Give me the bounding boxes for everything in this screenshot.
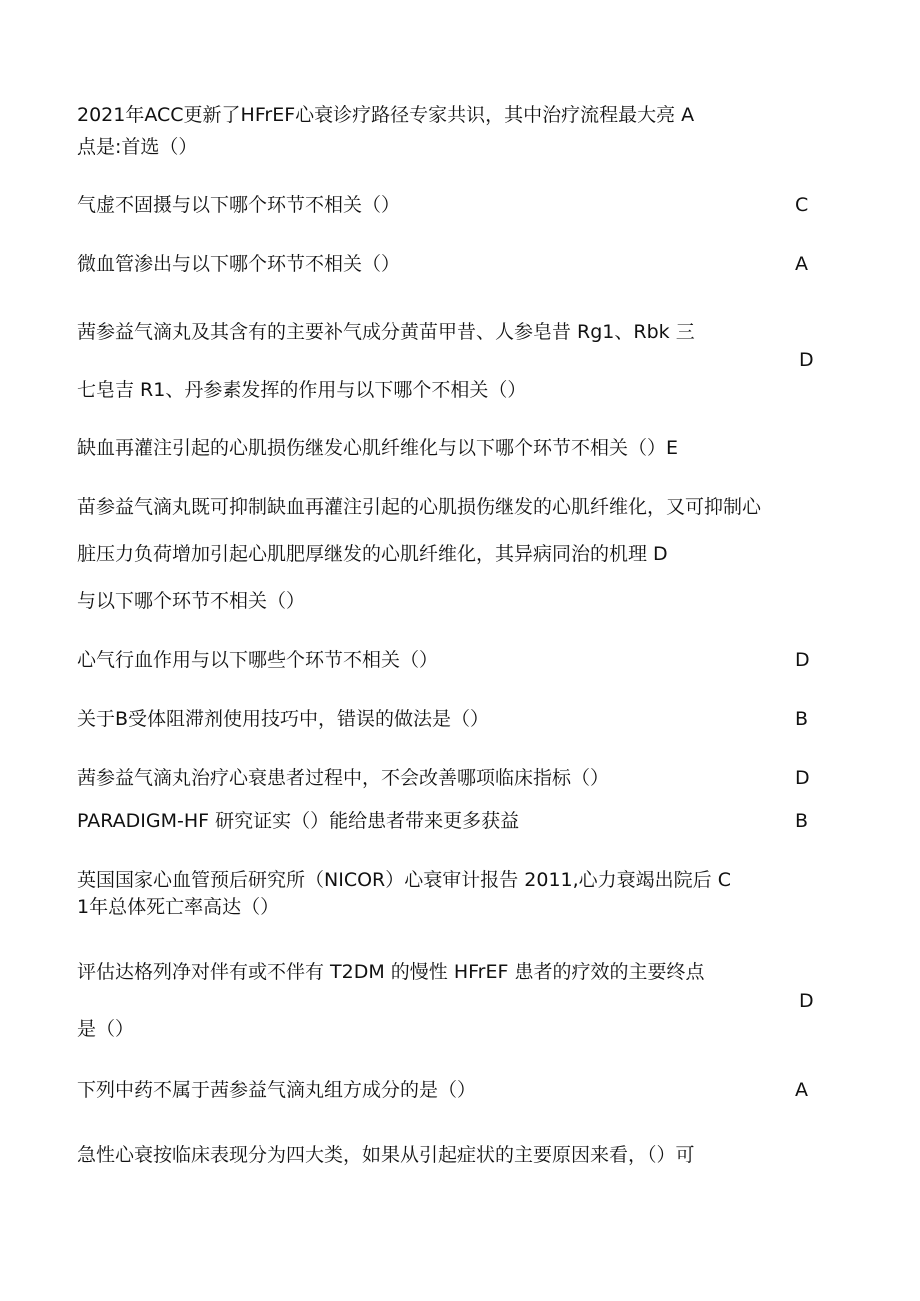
- question-6-line-1: 苗参益气滴丸既可抑制缺血再灌注引起的心肌损伤继发的心肌纤维化，又可抑制心: [77, 496, 762, 518]
- question-6-line-2: 脏压力负荷增加引起心肌肥厚继发的心肌纤维化，其异病同治的机理 D: [77, 543, 668, 565]
- question-2-line-1: 气虚不固摄与以下哪个环节不相关（）: [77, 194, 401, 216]
- question-3-line-1: 微血管渗出与以下哪个环节不相关（）: [77, 253, 401, 275]
- question-9-line-1: 茜参益气滴丸治疗心衰患者过程中，不会改善哪项临床指标（）: [77, 767, 610, 789]
- question-12-line-2: 是（）: [77, 1018, 135, 1040]
- question-12-answer: D: [799, 990, 814, 1012]
- question-7-answer: D: [795, 649, 810, 671]
- question-14-line-1: 急性心衰按临床表现分为四大类，如果从引起症状的主要原因来看，（）可: [77, 1144, 695, 1166]
- question-8-line-1: 关于B受体阻滞剂使用技巧中，错误的做法是（）: [77, 708, 490, 730]
- question-1-line-2: 点是:首选（）: [77, 136, 198, 158]
- question-13-line-1: 下列中药不属于茜参益气滴丸组方成分的是（）: [77, 1079, 477, 1101]
- question-12-line-1: 评估达格列净对伴有或不伴有 T2DM 的慢性 HFrEF 患者的疗效的主要终点: [77, 961, 705, 983]
- question-1-line-1: 2021年ACC更新了HFrEF心衰诊疗路径专家共识，其中治疗流程最大亮 A: [77, 104, 695, 126]
- question-8-answer: B: [795, 708, 809, 730]
- question-7-line-1: 心气行血作用与以下哪些个环节不相关（）: [77, 649, 439, 671]
- question-5-line-1: 缺血再灌注引起的心肌损伤继发心肌纤维化与以下哪个环节不相关（）E: [77, 437, 679, 459]
- question-11-line-1: 英国国家心血管预后研究所（NICOR）心衰审计报告 2011,心力衰竭出院后 C: [77, 869, 731, 891]
- question-2-answer: C: [795, 194, 809, 216]
- question-10-answer: B: [795, 810, 809, 832]
- question-3-answer: A: [795, 253, 808, 275]
- question-6-line-3: 与以下哪个环节不相关（）: [77, 590, 306, 612]
- question-4-line-2: 七皂吉 R1、丹参素发挥的作用与以下哪个不相关（）: [77, 379, 527, 401]
- question-4-line-1: 茜参益气滴丸及其含有的主要补气成分黄苗甲昔、人参皂昔 Rg1、Rbk 三: [77, 321, 695, 343]
- question-10-line-1: PARADIGM-HF 研究证实（）能给患者带来更多获益: [77, 810, 520, 832]
- question-13-answer: A: [795, 1079, 808, 1101]
- question-4-answer: D: [799, 349, 814, 371]
- question-9-answer: D: [795, 767, 810, 789]
- question-11-line-2: 1年总体死亡率高达（）: [77, 896, 280, 918]
